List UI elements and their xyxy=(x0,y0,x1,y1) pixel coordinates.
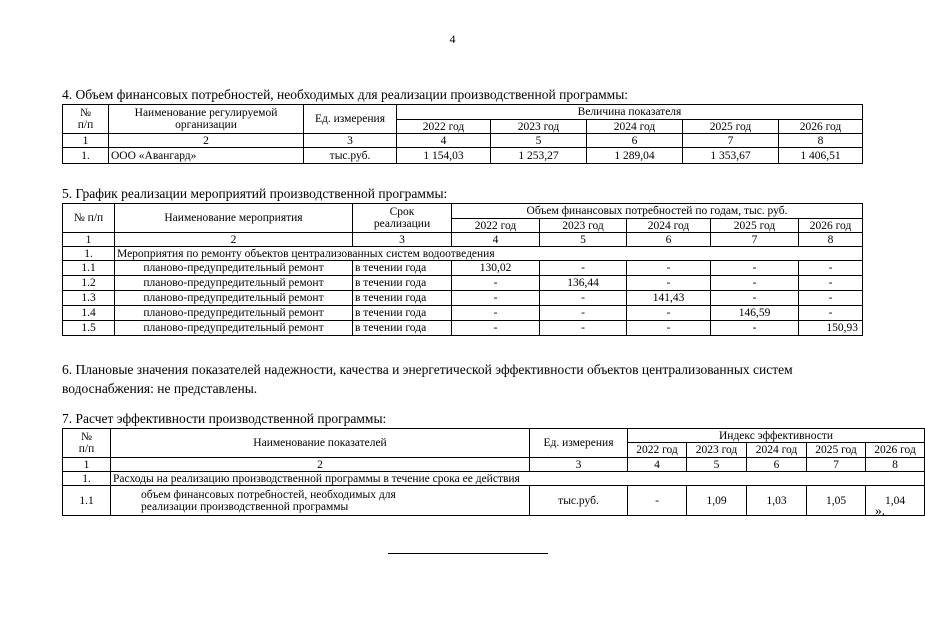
row-value: 150,93 xyxy=(799,321,863,336)
header-indicator: Наименование показателей xyxy=(111,429,530,458)
header-num: № п/п xyxy=(63,429,111,458)
header-unit: Ед. измерения xyxy=(530,429,628,458)
index-cell: 3 xyxy=(353,233,452,247)
row-value: - xyxy=(711,261,799,276)
index-cell: 5 xyxy=(491,134,587,148)
row-activity: планово-предупредительный ремонт xyxy=(115,276,353,291)
schedule-table xyxy=(62,203,863,336)
header-year: 2023 год xyxy=(491,120,587,134)
header-year: 2023 год xyxy=(540,219,627,233)
row-value: - xyxy=(799,306,863,321)
header-activity: Наименование мероприятия xyxy=(115,204,353,233)
row-value: 1 253,27 xyxy=(491,148,587,164)
header-value: Индекс эффективности xyxy=(628,429,925,443)
row-value: - xyxy=(540,321,627,336)
index-cell: 4 xyxy=(397,134,491,148)
index-cell: 4 xyxy=(452,233,540,247)
header-organization: Наименование регулируемой организации xyxy=(109,105,304,134)
page-number: 4 xyxy=(449,32,456,46)
row-unit: тыс.руб. xyxy=(304,148,397,164)
index-cell: 3 xyxy=(304,134,397,148)
row-value: - xyxy=(799,261,863,276)
row-term: в течении года xyxy=(353,276,452,291)
row-value: - xyxy=(711,321,799,336)
row-value: - xyxy=(452,321,540,336)
row-activity: планово-предупредительный ремонт xyxy=(115,321,353,336)
header-term: Срок реализации xyxy=(353,204,452,233)
row-num: 1.2 xyxy=(63,276,115,291)
header-year: 2022 год xyxy=(452,219,540,233)
header-year: 2022 год xyxy=(397,120,491,134)
column-index-row xyxy=(63,458,925,472)
efficiency-table xyxy=(62,428,925,516)
row-value: 1 353,67 xyxy=(683,148,779,164)
index-cell: 1 xyxy=(63,233,115,247)
row-activity: планово-предупредительный ремонт xyxy=(115,306,353,321)
table-row xyxy=(63,261,863,276)
row-value: - xyxy=(799,276,863,291)
header-year: 2024 год xyxy=(747,443,807,458)
row-num: 1.5 xyxy=(63,321,115,336)
row-num: 1.1 xyxy=(63,486,111,516)
row-value: 1,05 xyxy=(807,486,866,516)
index-cell: 4 xyxy=(628,458,687,472)
row-value: - xyxy=(711,291,799,306)
row-value: 1,03 xyxy=(747,486,807,516)
index-cell: 1 xyxy=(63,458,111,472)
header-year: 2024 год xyxy=(587,120,683,134)
index-cell: 8 xyxy=(799,233,863,247)
index-cell: 6 xyxy=(627,233,711,247)
group-row xyxy=(63,247,863,261)
index-cell: 7 xyxy=(711,233,799,247)
row-value: - xyxy=(452,291,540,306)
index-cell: 7 xyxy=(683,134,779,148)
table-row xyxy=(63,148,863,164)
header-year: 2025 год xyxy=(711,219,799,233)
row-value: - xyxy=(627,321,711,336)
group-title: Мероприятия по ремонту объектов централизованных систем водоотведения xyxy=(115,247,863,261)
row-value: - xyxy=(452,276,540,291)
row-value: 130,02 xyxy=(452,261,540,276)
row-term: в течении года xyxy=(353,306,452,321)
index-cell: 6 xyxy=(747,458,807,472)
row-value: - xyxy=(452,306,540,321)
row-value: 1 289,04 xyxy=(587,148,683,164)
header-year: 2025 год xyxy=(683,120,779,134)
header-year: 2026 год xyxy=(779,120,863,134)
row-activity: планово-предупредительный ремонт xyxy=(115,291,353,306)
section-7-title: 7. Расчет эффективности производственной программы: xyxy=(62,411,387,426)
index-cell: 7 xyxy=(807,458,866,472)
column-index-row xyxy=(63,134,863,148)
row-num: 1.3 xyxy=(63,291,115,306)
group-row xyxy=(63,472,925,486)
header-num: № п/п xyxy=(63,105,109,134)
column-index-row xyxy=(63,233,863,247)
group-num: 1. xyxy=(63,472,111,486)
row-value: 1 154,03 xyxy=(397,148,491,164)
table-row xyxy=(63,321,863,336)
row-value: - xyxy=(627,306,711,321)
header-num: № п/п xyxy=(63,204,115,233)
row-value: - xyxy=(540,261,627,276)
index-cell: 2 xyxy=(115,233,353,247)
row-value: - xyxy=(628,486,687,516)
row-value: - xyxy=(627,261,711,276)
row-value: 1,04 xyxy=(866,486,925,516)
row-activity: планово-предупредительный ремонт xyxy=(115,261,353,276)
header-year: 2026 год xyxy=(799,219,863,233)
index-cell: 2 xyxy=(111,458,530,472)
header-year: 2025 год xyxy=(807,443,866,458)
header-year: 2023 год xyxy=(687,443,747,458)
section-4-title: 4. Объем финансовых потребностей, необходимых для реализации производственной программы: xyxy=(62,87,629,102)
index-cell: 3 xyxy=(530,458,628,472)
group-num: 1. xyxy=(63,247,115,261)
row-organization: ООО «Авангард» xyxy=(109,148,304,164)
row-value: - xyxy=(540,306,627,321)
row-term: в течении года xyxy=(353,321,452,336)
table-row xyxy=(63,276,863,291)
horizontal-divider xyxy=(388,553,548,554)
row-num: 1.1 xyxy=(63,261,115,276)
table-row xyxy=(63,291,863,306)
index-cell: 6 xyxy=(587,134,683,148)
table-row xyxy=(63,306,863,321)
index-cell: 8 xyxy=(866,458,925,472)
index-cell: 1 xyxy=(63,134,109,148)
table-row xyxy=(63,486,925,516)
index-cell: 5 xyxy=(687,458,747,472)
row-value: - xyxy=(711,276,799,291)
header-value: Объем финансовых потребностей по годам, тыс. руб. xyxy=(452,204,863,219)
row-value: - xyxy=(799,291,863,306)
row-num: 1. xyxy=(63,148,109,164)
row-num: 1.4 xyxy=(63,306,115,321)
row-value: 136,44 xyxy=(540,276,627,291)
header-year: 2026 год xyxy=(866,443,925,458)
row-term: в течении года xyxy=(353,291,452,306)
section-6-text: 6. Плановые значения показателей надежности, качества и энергетической эффективности объектов централизованных систем водоснабжения: не представлены. xyxy=(62,362,793,396)
header-year: 2024 год xyxy=(627,219,711,233)
row-value: 141,43 xyxy=(627,291,711,306)
section-5-title: 5. График реализации мероприятий производственной программы: xyxy=(62,186,448,201)
row-unit: тыс.руб. xyxy=(530,486,628,516)
index-cell: 2 xyxy=(109,134,304,148)
header-year: 2022 год xyxy=(628,443,687,458)
group-title: Расходы на реализацию производственной программы в течение срока ее действия xyxy=(111,472,925,486)
row-value: 146,59 xyxy=(711,306,799,321)
financial-needs-table xyxy=(62,104,863,164)
header-unit: Ед. измерения xyxy=(304,105,397,134)
closing-quote: ». xyxy=(875,503,886,518)
row-indicator: объем финансовых потребностей, необходимых для реализации производственной программы xyxy=(111,486,530,516)
row-term: в течении года xyxy=(353,261,452,276)
index-cell: 5 xyxy=(540,233,627,247)
row-value: - xyxy=(627,276,711,291)
header-value: Величина показателя xyxy=(397,105,863,120)
row-value: 1,09 xyxy=(687,486,747,516)
row-value: 1 406,51 xyxy=(779,148,863,164)
row-value: - xyxy=(540,291,627,306)
index-cell: 8 xyxy=(779,134,863,148)
